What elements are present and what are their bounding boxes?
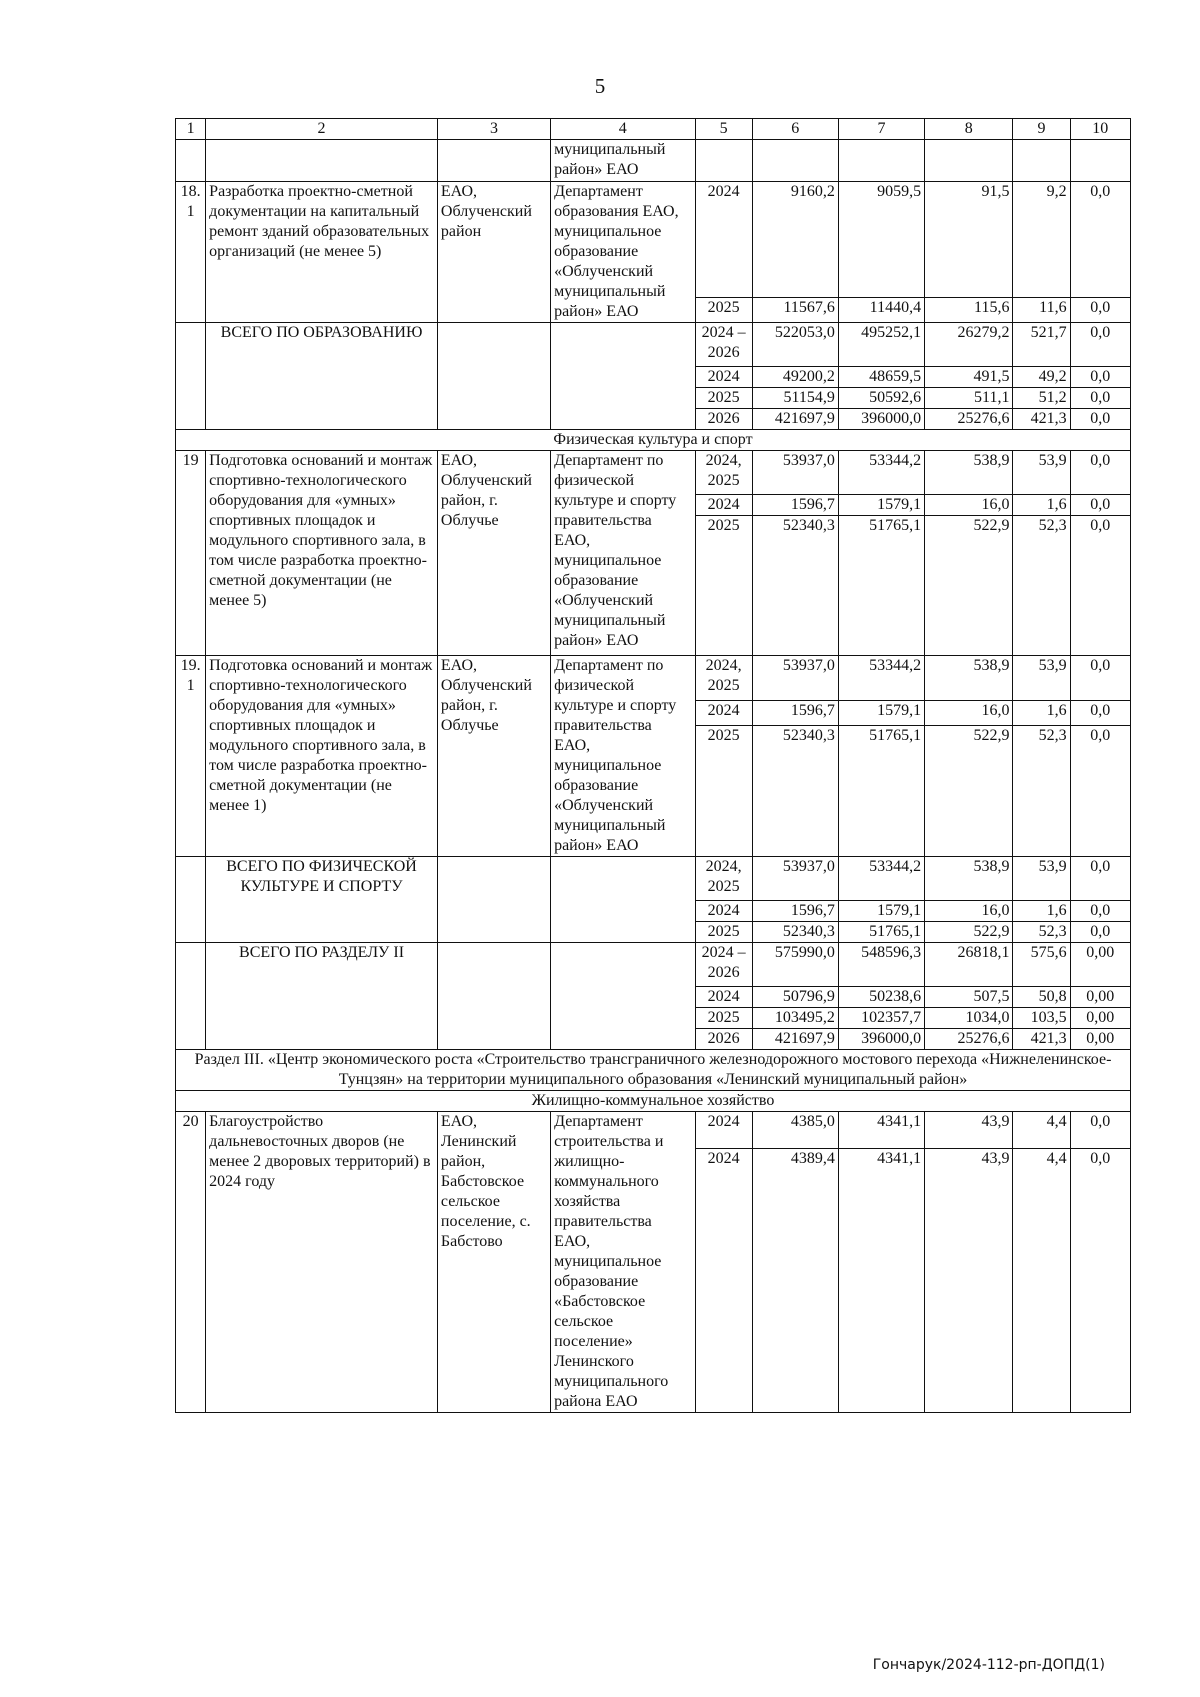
value-cell: 49200,2 xyxy=(752,367,838,388)
value-cell: 51765,1 xyxy=(838,516,924,656)
value-cell: 52,3 xyxy=(1013,922,1070,943)
value-cell: 0,0 xyxy=(1070,1112,1130,1149)
value-cell: 53,9 xyxy=(1013,656,1070,701)
year-cell: 2024 xyxy=(695,701,752,726)
value-cell: 522,9 xyxy=(925,922,1013,943)
value-cell: 0,0 xyxy=(1070,516,1130,656)
value-cell: 0,0 xyxy=(1070,901,1130,922)
value-cell: 43,9 xyxy=(925,1149,1013,1413)
row-number: 18. 1 xyxy=(176,182,206,323)
value-cell: 522053,0 xyxy=(752,323,838,367)
year-cell: 2024 xyxy=(695,987,752,1008)
year-cell: 2024 – 2026 xyxy=(695,323,752,367)
section-heading: Физическая культура и спорт xyxy=(176,430,1131,451)
value-cell: 51765,1 xyxy=(838,725,924,856)
total-label: ВСЕГО ПО ФИЗИЧЕСКОЙ КУЛЬТУРЕ И СПОРТУ xyxy=(206,857,438,943)
value-cell: 48659,5 xyxy=(838,367,924,388)
value-cell: 491,5 xyxy=(925,367,1013,388)
value-cell: 1,6 xyxy=(1013,901,1070,922)
year-cell: 2025 xyxy=(695,725,752,856)
value-cell: 53,9 xyxy=(1013,857,1070,901)
total-row xyxy=(176,857,1131,901)
year-cell: 2026 xyxy=(695,1029,752,1050)
value-cell: 51765,1 xyxy=(838,922,924,943)
value-cell: 91,5 xyxy=(925,182,1013,298)
org-cell: Департамент по физической культуре и спорту правительства ЕАО, муниципальное образование «Облученский муниципальный район» ЕАО xyxy=(551,451,695,656)
org-cell: муниципальный район» ЕАО xyxy=(551,140,695,182)
value-cell: 50,8 xyxy=(1013,987,1070,1008)
value-cell: 0,0 xyxy=(1070,701,1130,726)
value-cell: 1034,0 xyxy=(925,1008,1013,1029)
value-cell: 9160,2 xyxy=(752,182,838,298)
value-cell: 103,5 xyxy=(1013,1008,1070,1029)
budget-table xyxy=(175,118,1131,1413)
value-cell: 522,9 xyxy=(925,725,1013,856)
header-cell: 5 xyxy=(695,119,752,140)
org-cell: Департамент строительства и жилищно-коммунального хозяйства правительства ЕАО, муниципальное образование «Бабстовское сельское поселение» Ленинского муниципального района ЕАО xyxy=(551,1112,695,1413)
value-cell: 0,0 xyxy=(1070,495,1130,516)
table-row xyxy=(176,182,1131,298)
value-cell: 0,00 xyxy=(1070,987,1130,1008)
year-cell: 2025 xyxy=(695,1008,752,1029)
value-cell: 52,3 xyxy=(1013,516,1070,656)
measure-name: Подготовка оснований и монтаж спортивно-технологического оборудования для «умных» спортивных площадок и модульного спортивного зала, в том числе разработка проектно-сметной документации (не менее 5) xyxy=(206,451,438,656)
value-cell: 0,0 xyxy=(1070,922,1130,943)
total-row xyxy=(176,943,1131,987)
header-cell: 3 xyxy=(437,119,550,140)
value-cell: 50238,6 xyxy=(838,987,924,1008)
value-cell: 16,0 xyxy=(925,495,1013,516)
value-cell: 507,5 xyxy=(925,987,1013,1008)
value-cell: 396000,0 xyxy=(838,409,924,430)
value-cell: 16,0 xyxy=(925,701,1013,726)
total-row xyxy=(176,323,1131,367)
value-cell: 0,0 xyxy=(1070,656,1130,701)
value-cell: 1596,7 xyxy=(752,901,838,922)
value-cell: 53937,0 xyxy=(752,857,838,901)
value-cell: 0,00 xyxy=(1070,1008,1130,1029)
year-cell: 2025 xyxy=(695,298,752,323)
continuation-row xyxy=(176,140,1131,182)
section-heading-row xyxy=(176,1050,1131,1091)
year-cell: 2025 xyxy=(695,516,752,656)
value-cell: 538,9 xyxy=(925,857,1013,901)
value-cell: 115,6 xyxy=(925,298,1013,323)
value-cell: 53,9 xyxy=(1013,451,1070,495)
year-cell: 2024, 2025 xyxy=(695,656,752,701)
value-cell: 51154,9 xyxy=(752,388,838,409)
value-cell: 511,1 xyxy=(925,388,1013,409)
document-code: Гончарук/2024-112-рп-ДОПД(1) xyxy=(872,1657,1105,1673)
value-cell: 53344,2 xyxy=(838,451,924,495)
value-cell: 575,6 xyxy=(1013,943,1070,987)
page-number: 5 xyxy=(594,74,606,98)
value-cell: 11,6 xyxy=(1013,298,1070,323)
value-cell: 52340,3 xyxy=(752,516,838,656)
value-cell: 0,0 xyxy=(1070,725,1130,856)
value-cell: 1596,7 xyxy=(752,495,838,516)
total-label: ВСЕГО ПО ОБРАЗОВАНИЮ xyxy=(206,323,438,430)
value-cell: 53344,2 xyxy=(838,656,924,701)
value-cell: 0,0 xyxy=(1070,857,1130,901)
org-cell: Департамент образования ЕАО, муниципальное образование «Облученский муниципальный район» ЕАО xyxy=(551,182,695,323)
value-cell: 0,0 xyxy=(1070,451,1130,495)
value-cell: 9059,5 xyxy=(838,182,924,298)
value-cell: 421,3 xyxy=(1013,409,1070,430)
section-heading-row xyxy=(176,430,1131,451)
header-cell: 2 xyxy=(206,119,438,140)
year-cell: 2025 xyxy=(695,922,752,943)
header-cell: 6 xyxy=(752,119,838,140)
value-cell: 522,9 xyxy=(925,516,1013,656)
value-cell: 421697,9 xyxy=(752,1029,838,1050)
value-cell: 52340,3 xyxy=(752,922,838,943)
value-cell: 0,0 xyxy=(1070,388,1130,409)
measure-name: Благоустройство дальневосточных дворов (не менее 2 дворовых территорий) в 2024 году xyxy=(206,1112,438,1413)
year-cell: 2024 xyxy=(695,182,752,298)
value-cell: 1,6 xyxy=(1013,701,1070,726)
year-cell: 2025 xyxy=(695,388,752,409)
value-cell: 4341,1 xyxy=(838,1112,924,1149)
value-cell: 396000,0 xyxy=(838,1029,924,1050)
value-cell: 16,0 xyxy=(925,901,1013,922)
value-cell: 0,00 xyxy=(1070,1029,1130,1050)
header-cell: 10 xyxy=(1070,119,1130,140)
header-row xyxy=(176,119,1131,140)
value-cell: 575990,0 xyxy=(752,943,838,987)
header-cell: 1 xyxy=(176,119,206,140)
value-cell: 0,0 xyxy=(1070,1149,1130,1413)
value-cell: 4,4 xyxy=(1013,1112,1070,1149)
measure-name: Подготовка оснований и монтаж спортивно-технологического оборудования для «умных» спортивных площадок и модульного спортивного зала, в том числе разработка проектно-сметной документации (не менее 1) xyxy=(206,656,438,857)
value-cell: 1579,1 xyxy=(838,901,924,922)
value-cell: 4389,4 xyxy=(752,1149,838,1413)
row-number: 19. 1 xyxy=(176,656,206,857)
value-cell: 4341,1 xyxy=(838,1149,924,1413)
year-cell: 2024 xyxy=(695,495,752,516)
value-cell: 0,0 xyxy=(1070,323,1130,367)
value-cell: 51,2 xyxy=(1013,388,1070,409)
value-cell: 0,0 xyxy=(1070,367,1130,388)
value-cell: 1579,1 xyxy=(838,495,924,516)
value-cell: 1,6 xyxy=(1013,495,1070,516)
section-heading-row xyxy=(176,1091,1131,1112)
value-cell: 1579,1 xyxy=(838,701,924,726)
table-row xyxy=(176,656,1131,701)
value-cell: 538,9 xyxy=(925,656,1013,701)
value-cell: 495252,1 xyxy=(838,323,924,367)
value-cell: 102357,7 xyxy=(838,1008,924,1029)
header-cell: 8 xyxy=(925,119,1013,140)
value-cell: 9,2 xyxy=(1013,182,1070,298)
value-cell: 1596,7 xyxy=(752,701,838,726)
territory-cell: ЕАО, Облученский район, г. Облучье xyxy=(437,451,550,656)
value-cell: 548596,3 xyxy=(838,943,924,987)
value-cell: 25276,6 xyxy=(925,1029,1013,1050)
value-cell: 0,0 xyxy=(1070,409,1130,430)
territory-cell: ЕАО, Ленинский район, Бабстовское сельское поселение, с. Бабстово xyxy=(437,1112,550,1413)
header-cell: 4 xyxy=(551,119,695,140)
value-cell: 52,3 xyxy=(1013,725,1070,856)
row-number: 20 xyxy=(176,1112,206,1413)
value-cell: 53937,0 xyxy=(752,451,838,495)
value-cell: 50592,6 xyxy=(838,388,924,409)
value-cell: 43,9 xyxy=(925,1112,1013,1149)
year-cell: 2024 xyxy=(695,1112,752,1149)
row-number: 19 xyxy=(176,451,206,656)
territory-cell: ЕАО, Облученский район xyxy=(437,182,550,323)
value-cell: 50796,9 xyxy=(752,987,838,1008)
value-cell: 49,2 xyxy=(1013,367,1070,388)
year-cell: 2024, 2025 xyxy=(695,451,752,495)
value-cell: 4385,0 xyxy=(752,1112,838,1149)
year-cell: 2024 xyxy=(695,367,752,388)
year-cell: 2024 – 2026 xyxy=(695,943,752,987)
territory-cell: ЕАО, Облученский район, г. Облучье xyxy=(437,656,550,857)
value-cell: 53937,0 xyxy=(752,656,838,701)
value-cell: 11440,4 xyxy=(838,298,924,323)
value-cell: 0,0 xyxy=(1070,298,1130,323)
value-cell: 53344,2 xyxy=(838,857,924,901)
value-cell: 421,3 xyxy=(1013,1029,1070,1050)
value-cell: 103495,2 xyxy=(752,1008,838,1029)
year-cell: 2024 xyxy=(695,901,752,922)
value-cell: 421697,9 xyxy=(752,409,838,430)
measure-name: Разработка проектно-сметной документации на капитальный ремонт зданий образовательных организаций (не менее 5) xyxy=(206,182,438,323)
value-cell: 521,7 xyxy=(1013,323,1070,367)
table-row xyxy=(176,1112,1131,1149)
section-heading: Жилищно-коммунальное хозяйство xyxy=(176,1091,1131,1112)
value-cell: 26818,1 xyxy=(925,943,1013,987)
value-cell: 4,4 xyxy=(1013,1149,1070,1413)
value-cell: 52340,3 xyxy=(752,725,838,856)
value-cell: 11567,6 xyxy=(752,298,838,323)
value-cell: 25276,6 xyxy=(925,409,1013,430)
total-label: ВСЕГО ПО РАЗДЕЛУ II xyxy=(206,943,438,1050)
value-cell: 0,00 xyxy=(1070,943,1130,987)
year-cell: 2026 xyxy=(695,409,752,430)
year-cell: 2024, 2025 xyxy=(695,857,752,901)
header-cell: 9 xyxy=(1013,119,1070,140)
value-cell: 0,0 xyxy=(1070,182,1130,298)
value-cell: 26279,2 xyxy=(925,323,1013,367)
table-row xyxy=(176,451,1131,495)
header-cell: 7 xyxy=(838,119,924,140)
year-cell: 2024 xyxy=(695,1149,752,1413)
section-title: Раздел III. «Центр экономического роста «Строительство трансграничного железнодорожного мостового перехода «Нижнеленинское-Тунцзян» на территории муниципального образования «Ленинский муниципальный район» xyxy=(176,1050,1131,1091)
org-cell: Департамент по физической культуре и спорту правительства ЕАО, муниципальное образование «Облученский муниципальный район» ЕАО xyxy=(551,656,695,857)
value-cell: 538,9 xyxy=(925,451,1013,495)
